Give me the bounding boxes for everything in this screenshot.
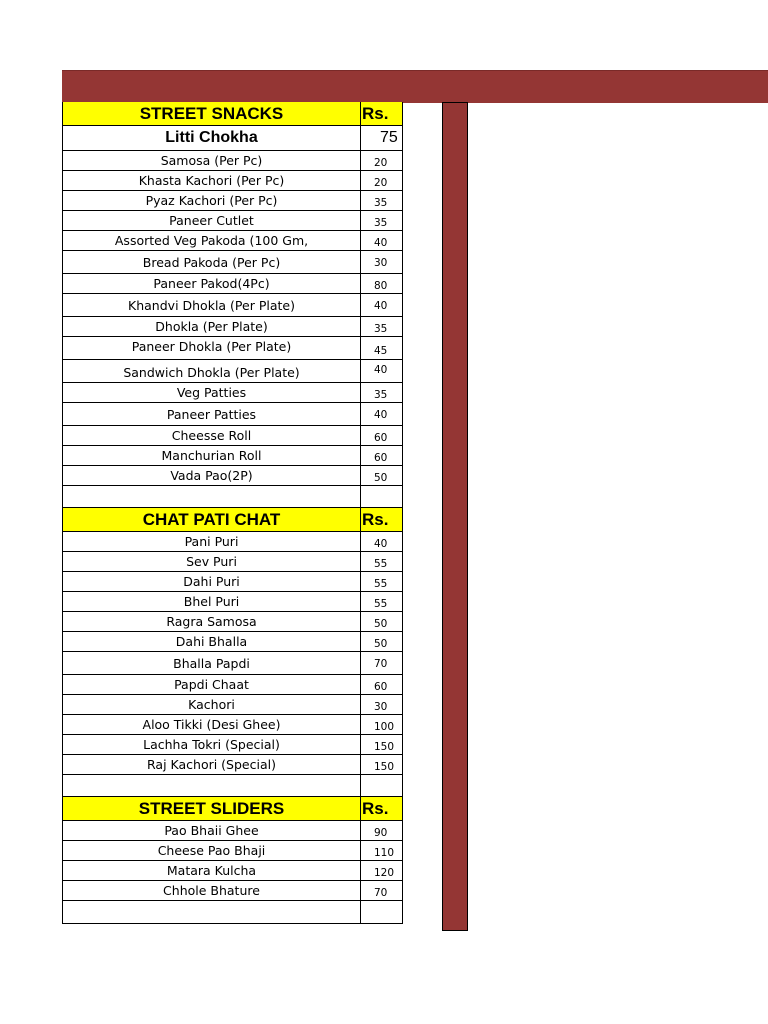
empty-cell	[63, 901, 361, 923]
menu-item-row	[63, 274, 402, 294]
item-name: Cheesse Roll	[63, 426, 361, 445]
price-column-header: Rs.	[362, 510, 389, 529]
item-name: Veg Patties	[63, 383, 361, 402]
item-price: 50	[374, 638, 388, 650]
price-column-header: Rs.	[362, 799, 389, 818]
item-price: 40	[374, 538, 388, 550]
menu-item-row	[63, 337, 402, 360]
item-price: 75	[380, 129, 398, 146]
menu-item-row	[63, 360, 402, 383]
item-price: 35	[374, 197, 388, 209]
menu-item-row	[63, 532, 402, 552]
item-name: Dahi Bhalla	[63, 632, 361, 651]
menu-item-row	[63, 251, 402, 274]
item-name: Samosa (Per Pc)	[63, 151, 361, 170]
item-name: Paneer Patties	[63, 403, 361, 425]
menu-item-row	[63, 715, 402, 735]
item-price: 60	[374, 432, 388, 444]
empty-cell	[361, 901, 402, 923]
empty-cell	[63, 486, 361, 507]
item-name: Dhokla (Per Plate)	[63, 317, 361, 336]
item-name: Ragra Samosa	[63, 612, 361, 631]
menu-item-row	[63, 632, 402, 652]
menu-table	[62, 102, 403, 924]
section-header-chat-pati-chat	[63, 508, 402, 532]
price-column-header: Rs.	[362, 104, 389, 123]
section-header-street-snacks	[63, 102, 402, 126]
item-price: 20	[374, 177, 388, 189]
menu-item-row	[63, 612, 402, 632]
item-price: 150	[374, 761, 395, 773]
item-name: Sev Puri	[63, 552, 361, 571]
item-price: 80	[374, 280, 388, 292]
item-name: Raj Kachori (Special)	[63, 755, 361, 774]
item-price: 30	[374, 257, 388, 269]
item-price: 40	[374, 237, 388, 249]
item-price: 55	[374, 558, 388, 570]
empty-row	[63, 486, 402, 508]
item-name: Bhalla Papdi	[63, 652, 361, 674]
item-name: Paneer Dhokla (Per Plate)	[63, 337, 361, 359]
menu-item-row	[63, 592, 402, 612]
menu-item-row	[63, 211, 402, 231]
menu-item-row	[63, 755, 402, 775]
item-name: Matara Kulcha	[63, 861, 361, 880]
item-name: Khasta Kachori (Per Pc)	[63, 171, 361, 190]
menu-item-row	[63, 317, 402, 337]
top-banner-bar	[62, 70, 768, 103]
menu-item-row	[63, 426, 402, 446]
item-name: Litti Chokha	[63, 126, 361, 150]
item-name: Kachori	[63, 695, 361, 714]
menu-item-row	[63, 881, 402, 901]
item-name: Manchurian Roll	[63, 446, 361, 465]
menu-item-row	[63, 552, 402, 572]
item-price: 150	[374, 741, 395, 753]
section-title: CHAT PATI CHAT	[63, 508, 361, 531]
item-price: 30	[374, 701, 388, 713]
menu-item-row	[63, 383, 402, 403]
menu-item-row	[63, 191, 402, 211]
item-price: 40	[374, 300, 388, 312]
item-price: 35	[374, 323, 388, 335]
menu-item-row	[63, 695, 402, 715]
item-name: Cheese Pao Bhaji	[63, 841, 361, 860]
menu-item-row	[63, 446, 402, 466]
menu-item-row	[63, 572, 402, 592]
item-price: 60	[374, 452, 388, 464]
menu-item-row	[63, 841, 402, 861]
item-price: 120	[374, 867, 395, 879]
menu-item-row	[63, 466, 402, 486]
item-price: 70	[374, 658, 388, 670]
empty-cell	[361, 775, 402, 796]
menu-item-row	[63, 821, 402, 841]
item-name: Chhole Bhature	[63, 881, 361, 900]
side-divider-bar	[442, 102, 468, 931]
item-price: 50	[374, 618, 388, 630]
section-header-street-sliders	[63, 797, 402, 821]
empty-cell	[361, 486, 402, 507]
item-name: Papdi Chaat	[63, 675, 361, 694]
item-name: Khandvi Dhokla (Per Plate)	[63, 294, 361, 316]
item-price: 20	[374, 157, 388, 169]
item-price: 35	[374, 389, 388, 401]
menu-item-row	[63, 652, 402, 675]
item-name: Paneer Pakod(4Pc)	[63, 274, 361, 293]
item-price: 40	[374, 409, 388, 421]
empty-row	[63, 775, 402, 797]
item-price: 45	[374, 345, 388, 357]
empty-row	[63, 901, 402, 924]
menu-item-row	[63, 231, 402, 251]
item-name: Lachha Tokri (Special)	[63, 735, 361, 754]
empty-cell	[63, 775, 361, 796]
item-price: 55	[374, 598, 388, 610]
item-price: 70	[374, 887, 388, 899]
item-name: Vada Pao(2P)	[63, 466, 361, 485]
menu-item-row	[63, 171, 402, 191]
item-name: Pao Bhaii Ghee	[63, 821, 361, 840]
section-title: STREET SNACKS	[63, 102, 361, 125]
menu-item-row	[63, 675, 402, 695]
item-price: 110	[374, 847, 395, 859]
item-price: 50	[374, 472, 388, 484]
item-name: Pyaz Kachori (Per Pc)	[63, 191, 361, 210]
section-title: STREET SLIDERS	[63, 797, 361, 820]
item-price: 60	[374, 681, 388, 693]
item-price: 55	[374, 578, 388, 590]
item-name: Bread Pakoda (Per Pc)	[63, 251, 361, 273]
item-name: Dahi Puri	[63, 572, 361, 591]
menu-item-row	[63, 403, 402, 426]
item-price: 35	[374, 217, 388, 229]
menu-item-row	[63, 861, 402, 881]
menu-item-row	[63, 151, 402, 171]
item-price: 90	[374, 827, 388, 839]
menu-item-row	[63, 735, 402, 755]
item-price: 100	[374, 721, 395, 733]
item-name: Pani Puri	[63, 532, 361, 551]
item-name: Bhel Puri	[63, 592, 361, 611]
item-name: Paneer Cutlet	[63, 211, 361, 230]
item-price: 40	[374, 364, 388, 376]
menu-item-row	[63, 294, 402, 317]
featured-item-row	[63, 126, 402, 151]
item-name: Assorted Veg Pakoda (100 Gm,	[63, 231, 361, 250]
item-name: Sandwich Dhokla (Per Plate)	[63, 360, 361, 382]
item-name: Aloo Tikki (Desi Ghee)	[63, 715, 361, 734]
